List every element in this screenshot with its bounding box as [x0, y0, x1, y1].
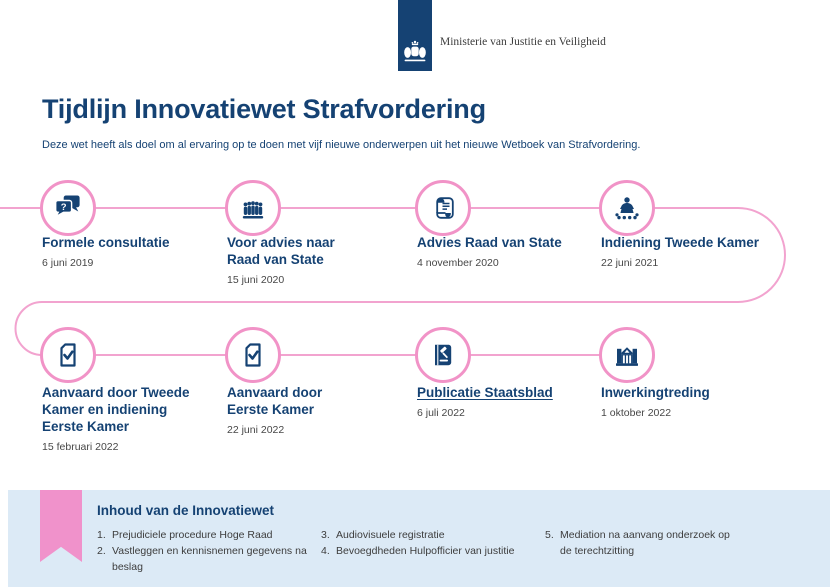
list-item [321, 543, 541, 559]
document-check-icon [238, 340, 268, 370]
milestone-date: 4 november 2020 [417, 257, 499, 269]
milestone-title-link-publicatie-staatsblad[interactable]: Publicatie Staatsblad [417, 385, 553, 400]
milestone-label [42, 384, 194, 453]
milestone-date: 1 oktober 2022 [601, 407, 672, 419]
list-item [545, 527, 743, 559]
milestone-date: 15 februari 2022 [42, 441, 119, 453]
list-item-number: 4. [321, 545, 330, 557]
milestone-label [601, 234, 781, 269]
page-title: Tijdlijn Innovatiewet Strafvordering [42, 94, 486, 124]
milestone-label [601, 384, 771, 419]
milestone-date: 22 juni 2022 [227, 424, 285, 436]
milestone-title: Inwerkingtreding [601, 385, 710, 400]
milestone-title: Aanvaard door Eerste Kamer [227, 385, 323, 417]
list-item-number: 5. [545, 529, 554, 541]
milestone-node-inwerkingtreding [599, 327, 655, 383]
bookmark-ribbon-icon [40, 490, 82, 562]
scroll-document-icon [428, 193, 458, 223]
milestone-label [417, 384, 592, 419]
milestone-node-indiening-tk [599, 180, 655, 236]
milestone-label [227, 384, 339, 436]
inhoud-heading: Inhoud van de Innovatiewet [97, 503, 275, 518]
milestone-node-voor-advies [225, 180, 281, 236]
list-item-number: 3. [321, 529, 330, 541]
law-book-gavel-icon [428, 340, 458, 370]
inhoud-column-2 [321, 527, 541, 559]
milestone-date: 22 juni 2021 [601, 257, 659, 269]
speech-bubbles-question-icon [53, 193, 83, 223]
milestone-title: Aanvaard door Tweede Kamer en indiening Eerste Kamer [42, 385, 190, 434]
list-item-label: Bevoegdheden Hulpofficier van justitie [336, 545, 515, 557]
milestone-label [42, 234, 212, 269]
list-item [97, 543, 335, 575]
milestone-date: 15 juni 2020 [227, 274, 285, 286]
list-item-label: Prejudiciele procedure Hoge Raad [112, 529, 273, 541]
speaker-podium-icon [612, 193, 642, 223]
milestone-node-formele-consultatie [40, 180, 96, 236]
list-item-number: 2. [97, 545, 106, 557]
milestone-label [417, 234, 592, 269]
milestone-node-aanvaard-tk [40, 327, 96, 383]
inhoud-box [8, 490, 830, 587]
milestone-node-advies-rvs [415, 180, 471, 236]
milestone-title: Formele consultatie [42, 235, 170, 250]
milestone-title: Indiening Tweede Kamer [601, 235, 760, 250]
list-item [321, 527, 541, 543]
inhoud-column-1 [97, 527, 335, 575]
government-building-icon [612, 340, 642, 370]
document-check-icon [53, 340, 83, 370]
assembly-people-icon [238, 193, 268, 223]
milestone-title: Advies Raad van State [417, 235, 562, 250]
list-item-label: Vastleggen en kennisnemen gegevens na beslag [112, 545, 307, 573]
list-item-label: Mediation na aanvang onderzoek op de terechtzitting [560, 529, 730, 557]
list-item [97, 527, 335, 543]
milestone-node-publicatie [415, 327, 471, 383]
milestone-date: 6 juli 2022 [417, 407, 465, 419]
milestone-node-aanvaard-ek [225, 327, 281, 383]
milestone-title: Voor advies naar Raad van State [227, 235, 335, 267]
milestone-date: 6 juni 2019 [42, 257, 94, 269]
ministry-name: Ministerie van Justitie en Veiligheid [440, 36, 606, 48]
svg-text:?: ? [60, 202, 67, 213]
page-subtitle: Deze wet heeft als doel om al ervaring op te doen met vijf nieuwe onderwerpen uit het nieuwe Wetboek van Strafvordering. [42, 139, 641, 151]
list-item-label: Audiovisuele registratie [336, 529, 445, 541]
milestone-label [227, 234, 349, 286]
list-item-number: 1. [97, 529, 106, 541]
inhoud-column-3 [545, 527, 743, 559]
